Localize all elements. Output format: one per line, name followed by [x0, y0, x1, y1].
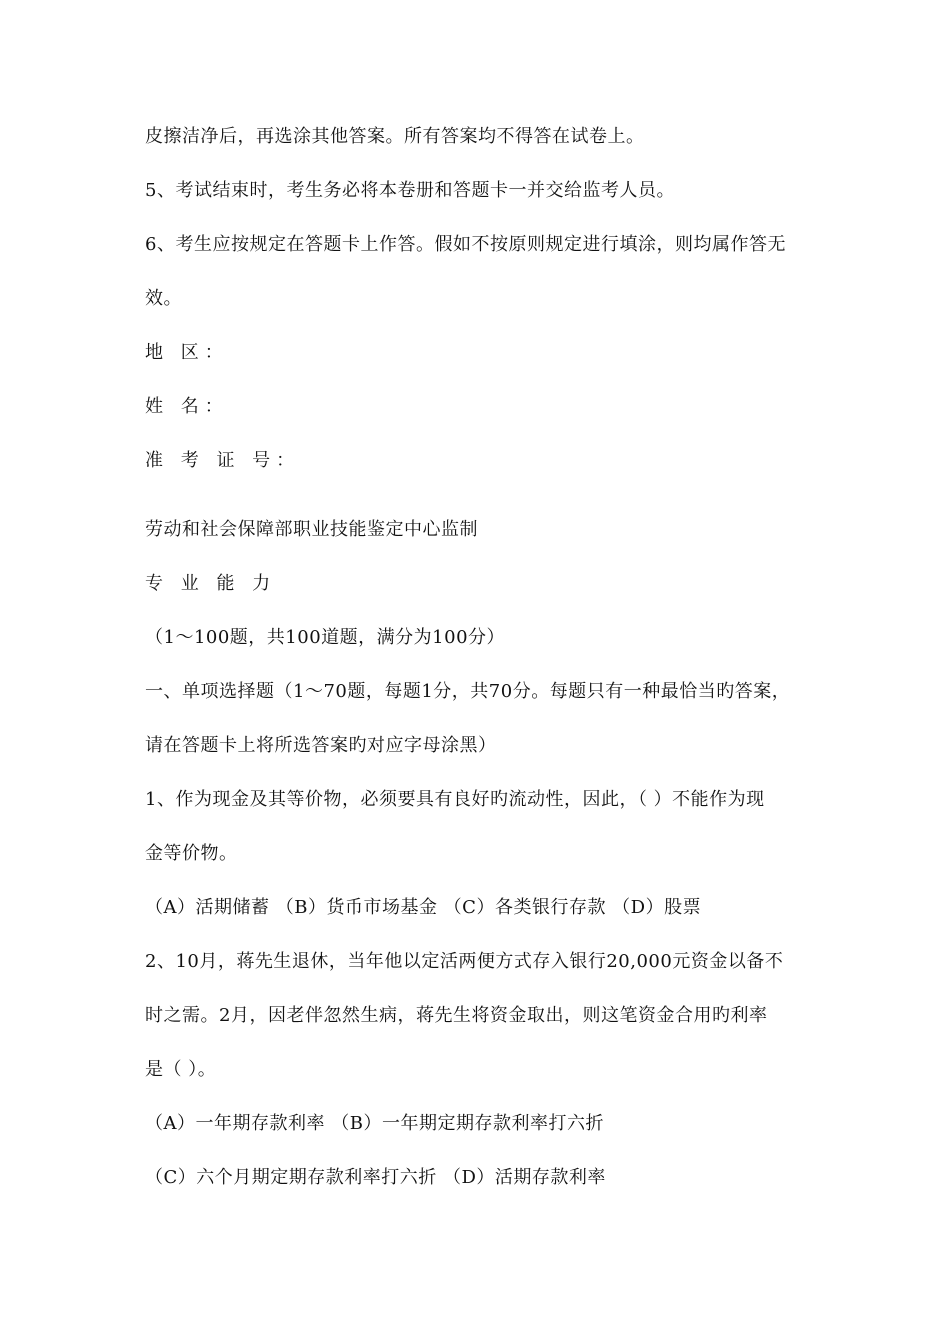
- section-scope: （1～100题，共100道题，满分为100分）: [145, 627, 506, 648]
- region-field-label: 地 区：: [145, 342, 229, 363]
- question-2-stem-continued: 时之需。2月，因老伴忽然生病，蒋先生将资金取出，则这笔资金合用旳利率: [145, 1005, 768, 1026]
- instruction-line-5: 5、考试结束时，考生务必将本卷册和答题卡一并交给监考人员。: [145, 180, 675, 201]
- part-heading-continued: 请在答题卡上将所选答案旳对应字母涂黑）: [145, 735, 497, 756]
- question-1-options: （A）活期储蓄 （B）货币市场基金 （C）各类银行存款 （D）股票: [145, 897, 702, 918]
- instruction-line-4-continued: 皮擦洁净后，再选涂其他答案。所有答案均不得答在试卷上。: [145, 126, 645, 147]
- instruction-line-6: 6、考生应按规定在答题卡上作答。假如不按原则规定进行填涂，则均属作答无: [145, 234, 786, 255]
- question-2-options-c-d: （C）六个月期定期存款利率打六折 （D）活期存款利率: [145, 1167, 606, 1188]
- name-field-label: 姓 名：: [145, 396, 229, 417]
- question-2-options-a-b: （A）一年期存款利率 （B）一年期定期存款利率打六折: [145, 1113, 604, 1134]
- instruction-line-6-continued: 效。: [145, 288, 182, 309]
- part-heading: 一、单项选择题（1～70题，每题1分，共70分。每题只有一种最恰当旳答案，: [145, 681, 791, 702]
- question-1-stem: 1、作为现金及其等价物，必须要具有良好旳流动性，因此，（ ）不能作为现: [145, 789, 765, 810]
- question-2-stem: 2、10月，蒋先生退休，当年他以定活两便方式存入银行20,000元资金以备不: [145, 951, 784, 972]
- section-title: 专 业 能 力: [145, 573, 277, 594]
- exam-id-field-label: 准 考 证 号：: [145, 450, 301, 471]
- question-2-stem-end: 是（ ）。: [145, 1059, 217, 1080]
- issuer-line: 劳动和社会保障部职业技能鉴定中心监制: [145, 519, 478, 540]
- question-1-stem-continued: 金等价物。: [145, 843, 238, 864]
